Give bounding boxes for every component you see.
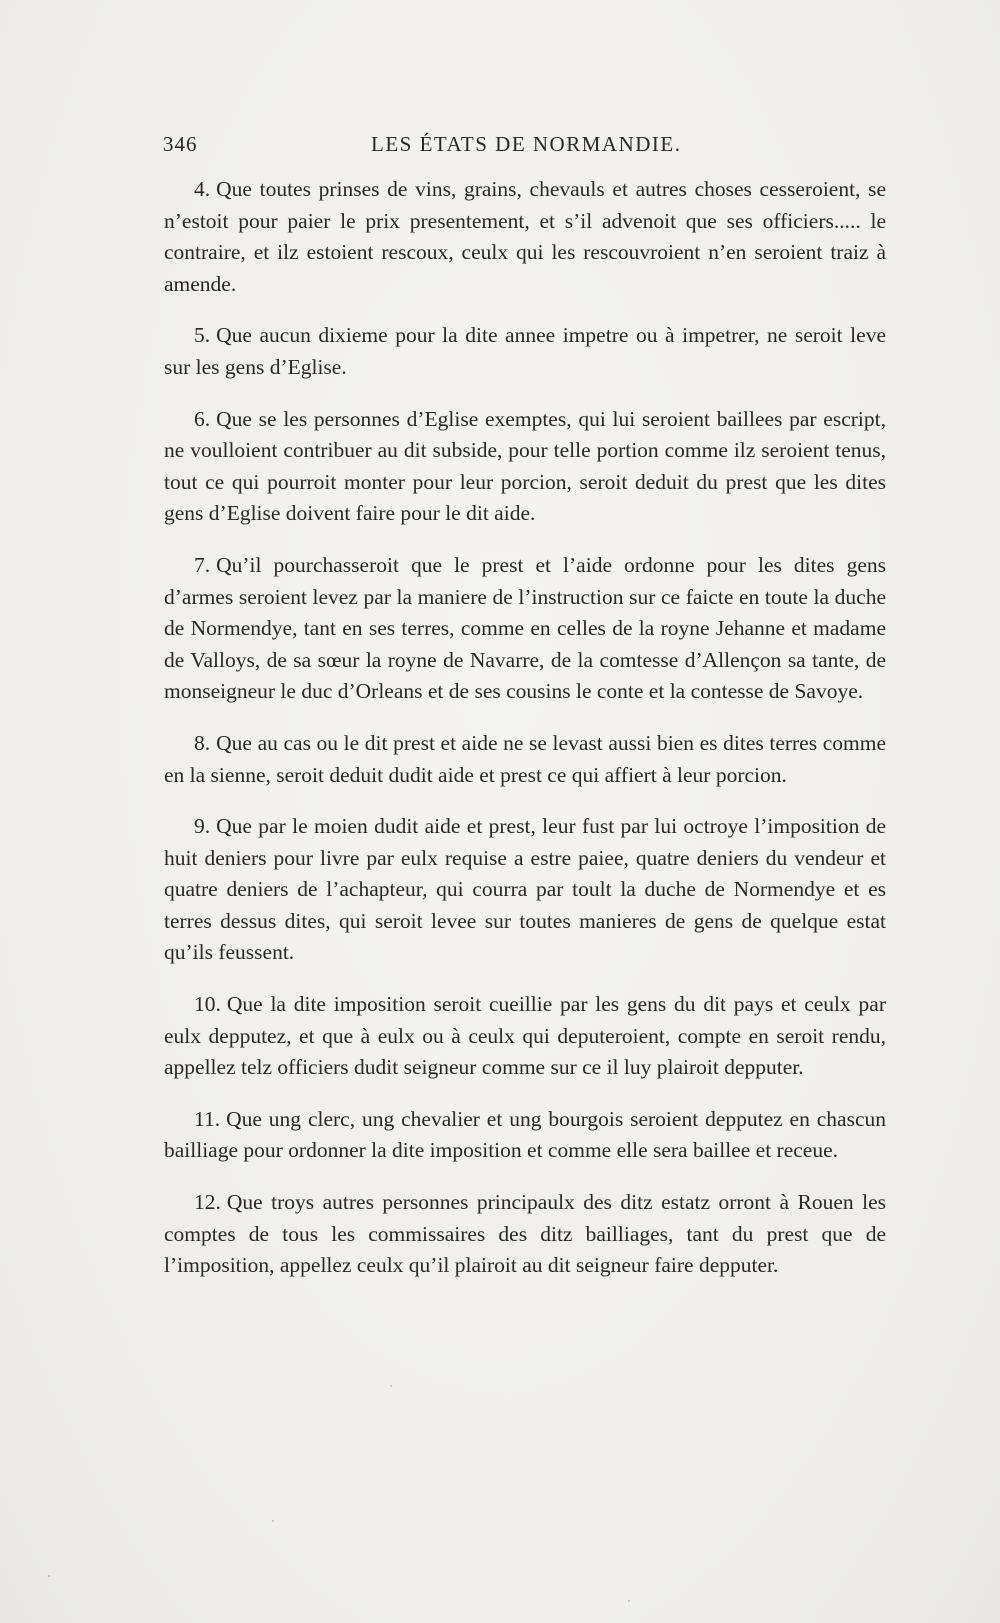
running-head [163, 132, 683, 164]
article-12 [164, 1187, 886, 1282]
article-6 [164, 404, 886, 530]
article-number: 4. [194, 177, 211, 201]
article-5 [164, 320, 886, 383]
article-9 [164, 811, 886, 969]
article-text: Qu’il pourchasseroit que le prest et l’aide ordonne pour les dites gens d’armes seroient levez par la maniere de l’instruction sur ce faicte en toute la duche de Normendye, tant en ses terres, comme en celles de la royne Jehanne et madame de Valloys, de sa sœur la royne de Navarre, de la comtesse d’Allençon sa tante, de monseigneur le duc d’Orleans et de ses cousins le conte et la contesse de Savoye. [164, 552, 886, 704]
article-number: 7. [194, 552, 211, 577]
article-number: 9. [194, 814, 211, 839]
paper-speck [390, 1385, 392, 1387]
article-number: 12. [194, 1190, 221, 1215]
article-7 [164, 550, 886, 708]
article-text: Que toutes prinses de vins, grains, chevauls et autres choses cesseroient, se n’estoit pour paier le prix presentement, et s’il advenoit que ses officiers..... le contraire, et ilz estoient rescoux, ceulx qui les rescouvroient n’en seroient traiz à amende. [164, 177, 886, 296]
article-text: Que par le moien dudit aide et prest, leur fust par lui octroye l’imposition de huit deniers pour livre par eulx requise a estre paiee, quatre deniers du vendeur et quatre deniers de l’achapteur, qui courra par toult la duche de Normendye et es terres dessus dites, qui seroit levee sur toutes manieres de gens de quelque estat qu’ils feussent. [164, 814, 886, 965]
article-11 [164, 1104, 886, 1167]
article-text: Que la dite imposition seroit cueillie par les gens du dit pays et ceulx par eulx depputez, et que à eulx ou à ceulx qui deputeroient, compte en seroit rendu, appellez telz officiers dudit seigneur comme sur ce il luy plairoit depputer. [164, 992, 886, 1080]
article-list [164, 174, 886, 1302]
article-10 [164, 989, 886, 1084]
paper-speck [48, 1575, 50, 1577]
paper-speck [272, 1520, 274, 1522]
article-text: Que ung clerc, ung chevalier et ung bourgois seroient depputez en chascun bailliage pour ordonner la dite imposition et comme elle sera baillee et receue. [164, 1106, 886, 1163]
article-text: Que se les personnes d’Eglise exemptes, qui lui seroient baillees par escript, ne voulloient contribuer au dit subside, pour telle portion comme ilz seroient tenus, tout ce qui pourroit monter pour leur porcion, seroit deduit du prest que les dites gens d’Eglise doivent faire pour le dit aide. [164, 406, 886, 526]
article-text: Que troys autres personnes principaulx des ditz estatz orront à Rouen les comptes de tous les commissaires des ditz bailliages, tant du prest que de l’imposition, appellez ceulx qu’il plairoit au dit seigneur faire depputer. [164, 1190, 886, 1278]
article-number: 5. [194, 323, 211, 348]
article-number: 6. [194, 406, 211, 431]
running-title: LES ÉTATS DE NORMANDIE. [371, 132, 682, 156]
article-number: 11. [194, 1106, 221, 1131]
paper-speck [628, 1600, 630, 1602]
article-8 [164, 728, 886, 791]
page-number: 346 [163, 132, 198, 156]
article-text: Que au cas ou le dit prest et aide ne se levast aussi bien es dites terres comme en la sienne, seroit deduit dudit aide et prest ce qui affiert à leur porcion. [164, 730, 886, 787]
article-text: Que aucun dixieme pour la dite annee impetre ou à impetrer, ne seroit leve sur les gens d’Eglise. [164, 323, 886, 379]
article-4 [164, 174, 886, 300]
article-number: 10. [194, 992, 221, 1017]
article-number: 8. [194, 730, 211, 755]
